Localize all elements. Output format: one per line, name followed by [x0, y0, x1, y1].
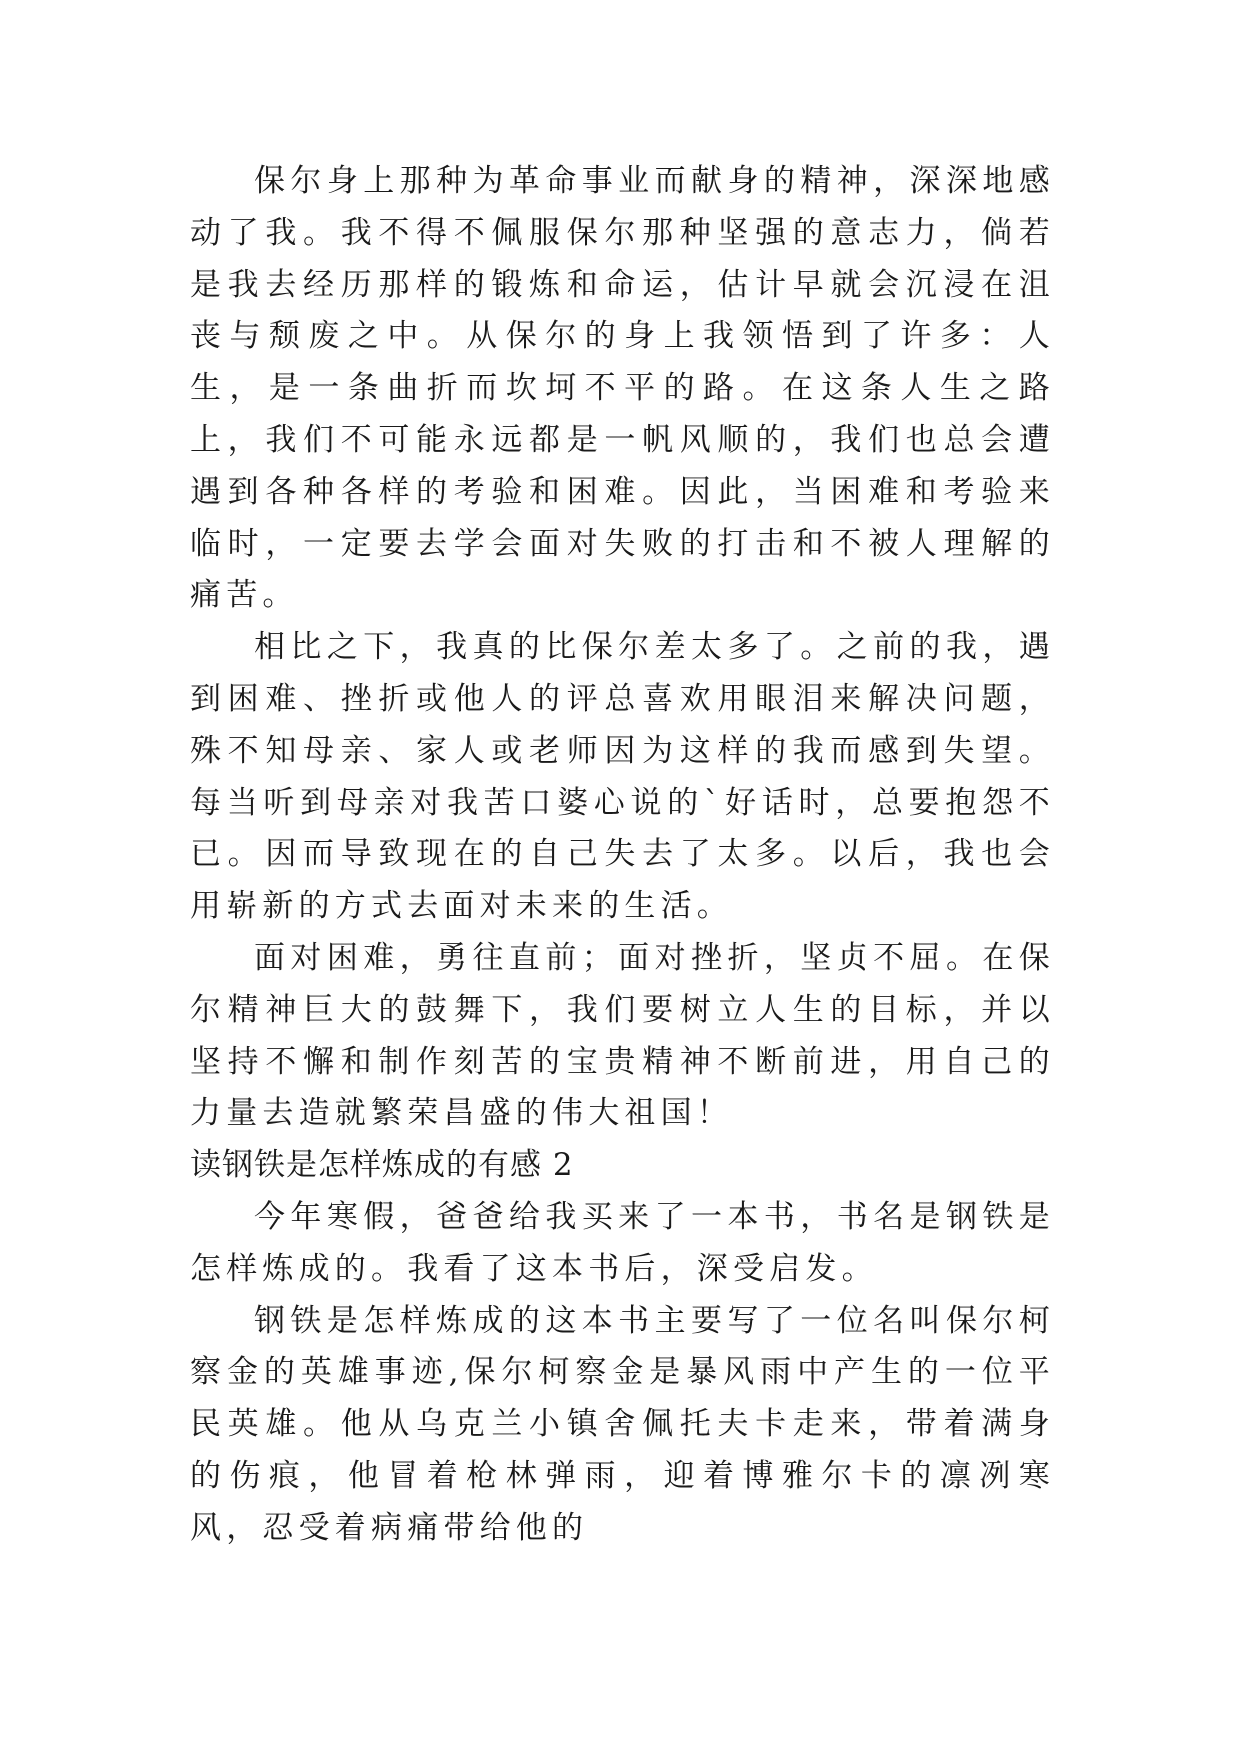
paragraph: 今年寒假，爸爸给我买来了一本书，书名是钢铁是怎样炼成的。我看了这本书后，深受启发。	[190, 1198, 1055, 1287]
paragraph: 面对困难，勇往直前；面对挫折，坚贞不屈。在保尔精神巨大的鼓舞下，我们要树立人生的目标，并以坚持不懈和制作刻苦的宝贵精神不断前进，用自己的力量去造就繁荣昌盛的伟大祖国！	[190, 939, 1055, 1132]
section-heading: 读钢铁是怎样炼成的有感 2	[190, 1147, 574, 1184]
document-body	[190, 156, 1055, 1555]
paragraph: 钢铁是怎样炼成的这本书主要写了一位名叫保尔柯察金的英雄事迹,保尔柯察金是暴风雨中产生的一位平民英雄。他从乌克兰小镇舍佩托夫卡走来，带着满身的伤痕，他冒着枪林弹雨，迎着博雅尔卡的凛冽寒风，忍受着病痛带给他的	[190, 1302, 1055, 1546]
paragraph: 保尔身上那种为革命事业而献身的精神，深深地感动了我。我不得不佩服保尔那种坚强的意志力，倘若是我去经历那样的锻炼和命运，估计早就会沉浸在沮丧与颓废之中。从保尔的身上我领悟到了许多：人生，是一条曲折而坎坷不平的路。在这条人生之路上，我们不可能永远都是一帆风顺的，我们也总会遭遇到各种各样的考验和困难。因此，当困难和考验来临时，一定要去学会面对失败的打击和不被人理解的痛苦。	[190, 163, 1055, 614]
paragraph: 相比之下，我真的比保尔差太多了。之前的我，遇到困难、挫折或他人的评总喜欢用眼泪来解决问题，殊不知母亲、家人或老师因为这样的我而感到失望。每当听到母亲对我苦口婆心说的`好话时，总要抱怨不已。因而导致现在的自己失去了太多。以后，我也会用崭新的方式去面对未来的生活。	[190, 629, 1055, 925]
